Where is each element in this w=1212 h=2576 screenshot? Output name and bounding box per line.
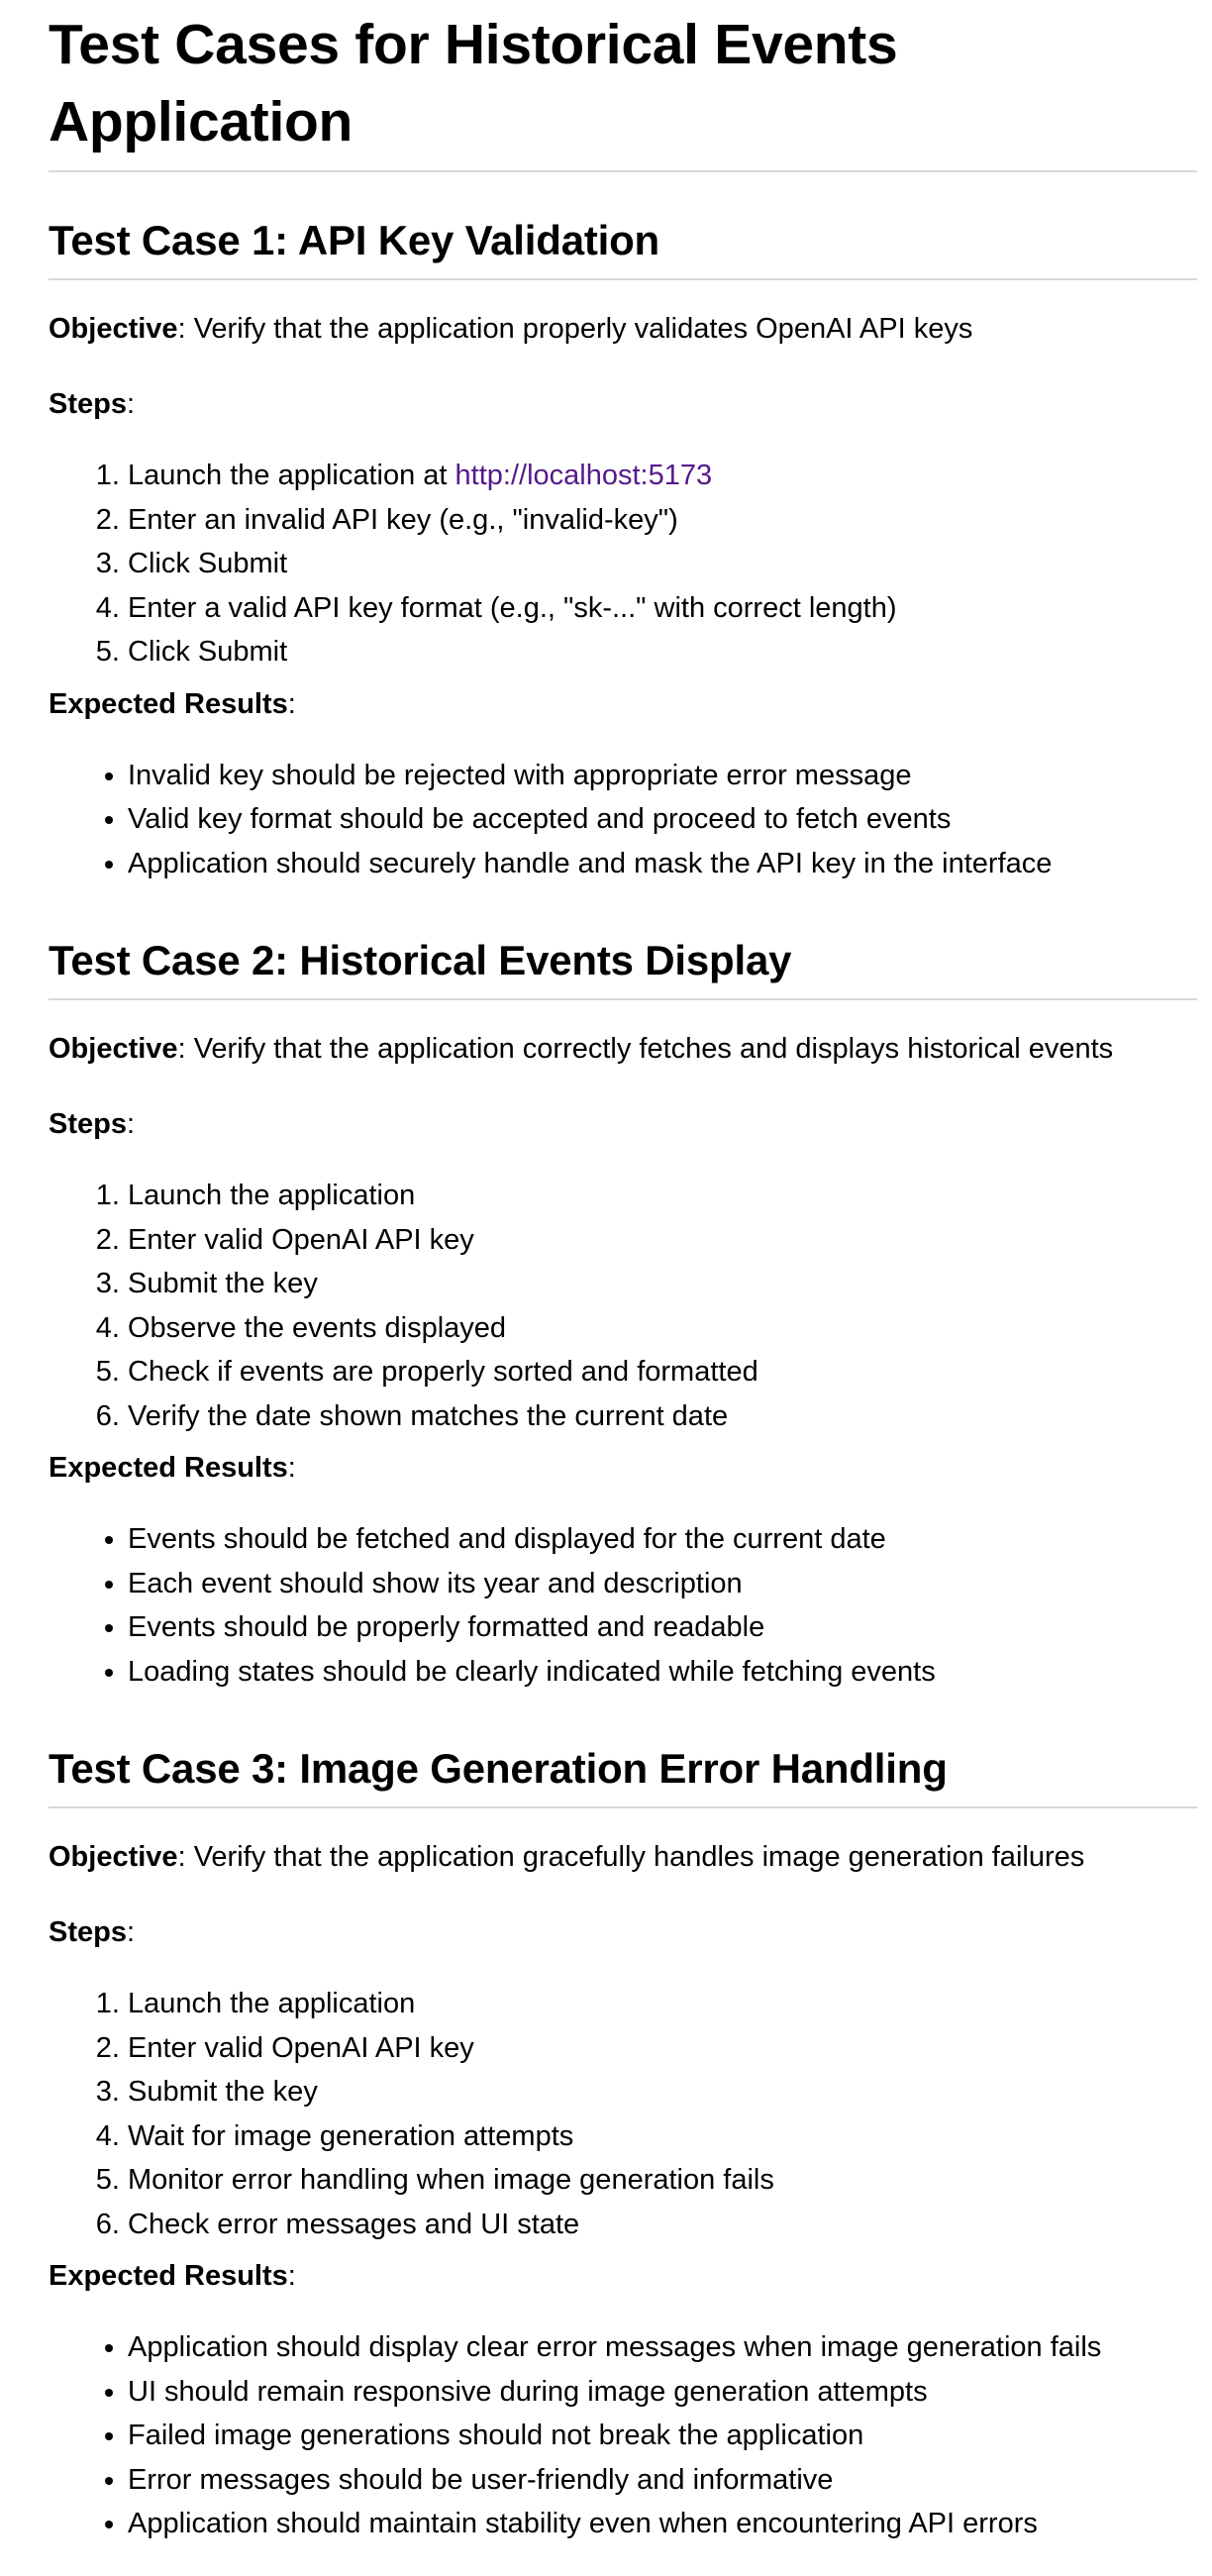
test-case-heading: Test Case 2: Historical Events Display: [49, 932, 1197, 1000]
list-item: 5. Click Submit: [128, 630, 1197, 674]
steps-label: Steps: [49, 1916, 127, 1948]
list-item: • Valid key format should be accepted and proceed to fetch events: [128, 797, 1197, 842]
objective-label: Objective: [49, 1033, 178, 1065]
page-title: Test Cases for Historical Events Application: [49, 6, 1197, 172]
expected-results-paragraph: [49, 682, 1197, 726]
list-item: 5. Monitor error handling when image generation fails: [128, 2158, 1197, 2203]
list-item: • Invalid key should be rejected with appropriate error message: [128, 754, 1197, 798]
list-item: 2. Enter valid OpenAI API key: [128, 2026, 1197, 2071]
list-item: 3. Submit the key: [128, 1262, 1197, 1306]
list-item: 4. Wait for image generation attempts: [128, 2114, 1197, 2159]
expected-results-paragraph: [49, 1446, 1197, 1490]
colon: :: [177, 1841, 186, 1873]
list-item: • Events should be fetched and displayed for the current date: [128, 1517, 1197, 1562]
objective-label: Objective: [49, 313, 178, 345]
list-item: 6. Check error messages and UI state: [128, 2203, 1197, 2247]
colon: :: [287, 1452, 296, 1484]
colon: :: [287, 687, 296, 720]
colon: :: [177, 1033, 186, 1065]
colon: :: [126, 1108, 136, 1140]
test-case-heading: Test Case 1: API Key Validation: [49, 212, 1197, 280]
test-case-3: [49, 1740, 1197, 2546]
steps-paragraph: [49, 1910, 1197, 1954]
list-item: 4. Observe the events displayed: [128, 1306, 1197, 1351]
list-item: • Failed image generations should not break the application: [128, 2414, 1197, 2458]
colon: :: [287, 2260, 296, 2292]
localhost-link[interactable]: http://localhost:5173: [454, 460, 713, 491]
objective-paragraph: [49, 1027, 1197, 1071]
list-item: 1. Launch the application: [128, 1174, 1197, 1218]
steps-label: Steps: [49, 1108, 127, 1140]
list-item: • UI should remain responsive during image generation attempts: [128, 2370, 1197, 2415]
list-item: [128, 454, 1197, 498]
expected-results-label: Expected Results: [49, 687, 288, 720]
list-item: • Each event should show its year and description: [128, 1562, 1197, 1606]
steps-paragraph: [49, 1102, 1197, 1146]
list-item: 3. Submit the key: [128, 2070, 1197, 2114]
step-text: Launch the application at: [128, 460, 455, 491]
steps-list: [49, 1174, 1197, 1438]
expected-results-label: Expected Results: [49, 1452, 288, 1484]
steps-paragraph: [49, 382, 1197, 426]
list-item: 2. Enter an invalid API key (e.g., "invalid-key"): [128, 498, 1197, 543]
expected-results-label: Expected Results: [49, 2260, 288, 2292]
list-item: • Application should maintain stability even when encountering API errors: [128, 2502, 1197, 2546]
test-case-2: [49, 932, 1197, 1694]
test-case-1: [49, 212, 1197, 885]
results-list: [49, 2325, 1197, 2546]
list-item: 3. Click Submit: [128, 542, 1197, 586]
list-item: • Application should display clear error messages when image generation fails: [128, 2325, 1197, 2370]
expected-results-paragraph: [49, 2254, 1197, 2298]
objective-label: Objective: [49, 1841, 178, 1873]
objective-text: Verify that the application properly validates OpenAI API keys: [193, 313, 973, 345]
steps-list: [49, 1982, 1197, 2246]
colon: :: [126, 388, 136, 420]
list-item: • Events should be properly formatted and readable: [128, 1605, 1197, 1650]
objective-paragraph: [49, 307, 1197, 351]
list-item: • Application should securely handle and mask the API key in the interface: [128, 842, 1197, 886]
objective-text: Verify that the application correctly fetches and displays historical events: [193, 1033, 1114, 1065]
colon: :: [126, 1916, 136, 1948]
list-item: 4. Enter a valid API key format (e.g., "sk-..." with correct length): [128, 586, 1197, 631]
list-item: 6. Verify the date shown matches the current date: [128, 1394, 1197, 1439]
steps-list: [49, 454, 1197, 674]
objective-paragraph: [49, 1835, 1197, 1879]
list-item: 5. Check if events are properly sorted and formatted: [128, 1350, 1197, 1394]
steps-label: Steps: [49, 388, 127, 420]
list-item: • Loading states should be clearly indicated while fetching events: [128, 1650, 1197, 1695]
objective-text: Verify that the application gracefully handles image generation failures: [193, 1841, 1085, 1873]
test-case-heading: Test Case 3: Image Generation Error Handling: [49, 1740, 1197, 1808]
results-list: [49, 1517, 1197, 1694]
list-item: • Error messages should be user-friendly and informative: [128, 2458, 1197, 2503]
list-item: 2. Enter valid OpenAI API key: [128, 1218, 1197, 1263]
results-list: [49, 754, 1197, 886]
list-item: 1. Launch the application: [128, 1982, 1197, 2026]
colon: :: [177, 313, 186, 345]
